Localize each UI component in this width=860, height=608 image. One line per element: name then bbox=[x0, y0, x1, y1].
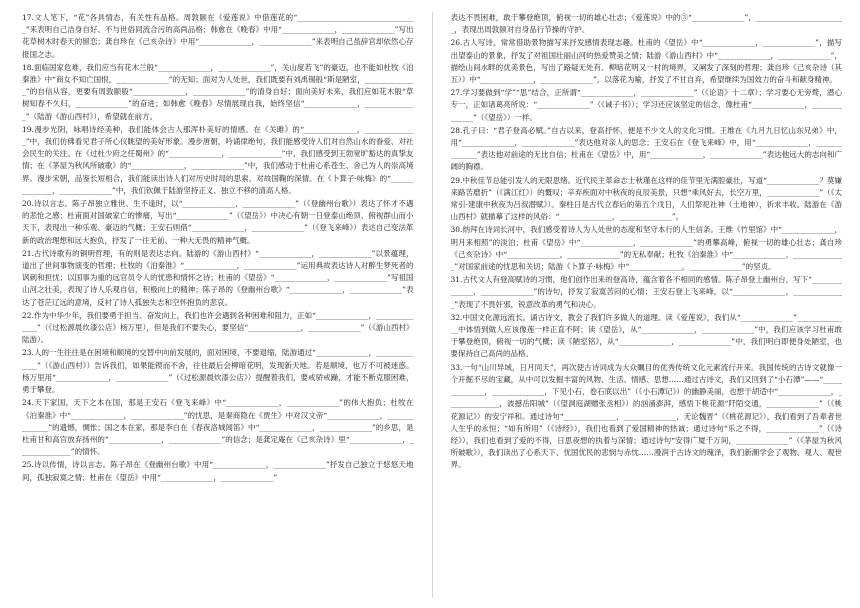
question-text: 中国文化源远流长。诵古诗文，教会了我们许多做人的道理。读《爱莲说》，我们从“______________”______________中体悟到做人应该像莲一样正直不阿；读《望岳》，从“______________，______________”中，我们应该学习杜甫敢于攀登绝顶，俯视一切的气概；读《陋室铭》，从“______________，______________”中，我们明白即便身处陋室，也要保持自己高尚的品格。 bbox=[450, 312, 842, 359]
question-text: 孔子曰：“君子登高必赋。”自古以来，登高抒怀，便是不少文人的文化习惯。王维在《九月九日忆山东兄弟》中，用“______________，______________”表达他对亲人的思念；王安石在《登飞来峰》中，用“______________，______________”表达他对前途的无比自信；杜甫在《望岳》中，用“______________，______________”表达他远大的志向和广阔的胸襟。 bbox=[450, 125, 842, 172]
question-item bbox=[451, 87, 843, 124]
left-column bbox=[22, 12, 414, 598]
question-item bbox=[22, 397, 414, 458]
question-text: 中秋佳节总能引发人的无限思绪。近代民主革命志士秋瑾在这样的佳节里无满腔豪壮，写道“______________？莫嫌来路苦磨折”（《满江红》）的慨叹；辛弃疾面对中秋夜的良辰美景，只想“乘风好去，长空万里，______________”（《太常引·建康中秋夜为吕叔潜赋》）。秦柱日是古代立春后的第五个戊日，人们祭祀社神（土地神），祈求丰收。陆游在《游山西村》就描摹了这样的风俗：“______________，______________”。 bbox=[450, 175, 842, 222]
question-item bbox=[451, 274, 843, 311]
question-text: 古代诗歌有的铜明哲理，有的则是表达志向。陆游的《游山西村》“______________，______________”以景蕴理，道出了世间事物演变的哲理；杜牧的《泊秦淮》“______________，______________”运用典故表达诗人对醉生梦死者的讽刺和担忧；以国事为重的远官员令人的忧患和情怀之诗；杜甫的《望岳》“______________，______________”写祖国山河之壮美，表现了诗人乐观自信，积极向上的精神；陈子昂的《登幽州台歌》“______________，______________”表达了苍茫辽远的意境，反衬了诗人孤独失志和空怀抱负的悲哀。 bbox=[22, 248, 414, 307]
question-number: 18. bbox=[22, 62, 34, 72]
question-text: 古代文人有登高赋诗的习惯，他们创作出来的登高诗，蕴含着各不相同的感情。陈子昂登上幽州台，写下“______________，______________”的诗句，抒发了寂寞苦闷的心情；王安石登上飞来峰，以“______________，______________”表现了不畏奸邪，锐意改革的勇气和决心。 bbox=[450, 275, 842, 309]
question-item bbox=[22, 347, 414, 396]
question-number: 25. bbox=[22, 460, 34, 470]
question-number: 17. bbox=[22, 13, 34, 22]
question-number: 24. bbox=[22, 398, 34, 408]
question-number: 20. bbox=[22, 199, 34, 209]
question-text: 表达不畏困难，敢于攀登绝顶，俯视一切的雄心壮志；《爱莲说》中的③“______________”，________________________，表现出周敦颐对自身品行节操的守护。 bbox=[450, 13, 842, 35]
question-text: 纳拜在诗词长河中，我们感受着诗人为人处世的态度和坚守本行的人生信条。王维《竹里馆》中“______________，明月来相照”的淡泊；杜甫《望岳》中“______________，______________”的勇攀高峰，俯视一切的雄心壮志；龚自珍《己亥杂诗》中“______________，______________”的无私奉献；杜牧《泊秦淮》中“______________，______________”对国家前途的忧思和关切；陆游《卜算子·咏梅》中“______________，______________”的坚贞。 bbox=[450, 225, 842, 272]
question-number: 21. bbox=[22, 248, 34, 258]
question-text: 天下家国，天下之本在国，那是王安石《登飞来峰》中“______________，______________”的伟大抱负；杜牧在《泊秦淮》中“______________，______________”的忧思，是秦商隐在《贾生》中对汉文帝“______________，______________”的遗憾，惆怅；国之本在家，那是李白在《春夜洛城闻笛》中“______________，______________”的乡思，是杜甫甘和高官放弃扬州的“______________，______________”的信念；是龚定庵在《己亥杂诗》里“______________，______________”的情怀。 bbox=[22, 398, 414, 457]
question-item bbox=[22, 124, 414, 197]
question-item bbox=[22, 248, 414, 309]
question-item bbox=[22, 198, 414, 247]
question-text: 一句“山川异域，日月同天”，再次使古诗词成为大众瞩目的优秀传统文化元素流行开来。我国传统的古诗文就像一个开掘不尽的宝藏，从中可以发掘丰富的风物、生活、情感、思想……通过古诗文，我们又回到了“小石潭”——“______________，______________，下见小石，卷石底以出”（《小石潭记》）的幽静美丽，也想于胡适中“______________，______________，波撼岳阳城”（《望洞庭湖赠张丞相》）的汹涌澎湃，感悟下桃花源“阡陌交通，______________”（《桃花源记》）的安宁祥和。通过诗句“______________，______________，无论魏晋”（《桃花源记》），我们看到了吾辈者世人生乎的永恒；“如有所用”（《诗经》），我们也看到了爱国精神的热诚；通过诗句“乐之不得，______________”（《诗经》），我们也看到了爱的不得，日思夜想的执着与深情；通过诗句“安得广厦千万间，______________”（《茅屋为秋风所破歌》），我们读出了心系天下、忧国忧民的悲悯与赤忱……漫润于古诗文的瑰泽，我们新潮学会了观物、观人、观世界。 bbox=[450, 362, 842, 470]
question-text: 人的一生往往是在困境和顺境的交替中向前发展的，面对困境，不要退缩，陆游通过“______________，______________”（《游山西村》）告诉我们，如果能锲而不舍，往往最后会柳暗花明，发现新天地。若是顺境，也万不可被迷惑。杨万里用“______________，______________”（《过松源晨炊漆公店》）提醒着我们，要戒骄戒躁，才能不断克服困难，勇于攀登。 bbox=[22, 348, 414, 395]
question-number: 29. bbox=[450, 175, 463, 185]
question-item bbox=[22, 62, 414, 123]
question-number: 30. bbox=[450, 225, 463, 235]
question-number: 26. bbox=[450, 38, 463, 48]
question-item bbox=[451, 175, 843, 224]
question-text: 面临国家危难，我们应当有花木兰般“______________，______________”，关山度若飞”的豪迈，也不能如杜牧《泊秦淮》中“商女不知亡国恨，______________”的无知；面对为人处世，我们既要有刘禹锡般“斯是陋室，______________”的自信从容，更要有周敦颐般“______________，______________”的清身自好；面向美好未来，我们应如花木般“草树知春不久归，______________”的奋进；如韩愈《晚春》尽情展现自我，始终坚信“______________，______________”（陆游《游山西村》），希望就在前方。 bbox=[22, 62, 414, 121]
question-text: 学习要做到“学”“思”结合，正所谓“______________，______________”（《论语》十二章）；学习要心无旁骛，潜心专一，正如诸葛亮所说：“______________”（《诫子书》）；学习还应该坚定的信念，像杜甫“______________，______________”（《望岳》）一样。 bbox=[450, 88, 842, 122]
question-item bbox=[451, 125, 843, 174]
question-number: 27. bbox=[450, 88, 463, 98]
question-item bbox=[22, 459, 414, 483]
question-item bbox=[451, 37, 843, 86]
question-text: 诗以言志。陈子昂独立雅世、生不逢时，以“______________，______________”（《登幽州台歌》）表达了怀才不遇的悲怆之感；杜甫面对国破家亡的惨痛，写出“______________”（《望岳》）中决心有朝一日登泰山绝顶、俯视群山而小天下，表现出一种乐观、豪迈的气概；王安石则借“______________，______________”（《登飞来峰》）表达自己变法革新的政治理想和远大抱负，抒发了一往无前、一种大无畏的精神气概。 bbox=[22, 199, 414, 245]
column-divider bbox=[432, 12, 433, 598]
question-item bbox=[451, 362, 843, 472]
question-item bbox=[22, 310, 414, 347]
question-number: 31. bbox=[450, 275, 463, 285]
right-column bbox=[451, 12, 843, 598]
question-number: 19. bbox=[22, 124, 34, 134]
question-item bbox=[451, 312, 843, 361]
question-text: 古人写诗，常常借助景物描写来抒发感情表现志趣。杜甫的《望岳》中“______________，______________”，描写出望泰山的景象，抒发了对祖国壮丽山河的热爱赞美之情；陆游《游山西村》中“______________，______________”，描绘山间水畔的优美景色，写出了路疑无处有、柳暗花明又一村的境界，又阐发了深刻的哲理；龚自珍《己亥杂诗（其五）》中“______________，______________”，以落花为喻，抒发了不甘自弃，希望继续为国效力的奋斗和献身精神。 bbox=[450, 38, 842, 85]
question-text: 作为中华少年，我们要勇于担当、奋发向上，我们也许会遇到各种困难和阻力，正如“______________，______________”（《过松源晨炊漆公店》杨万里），但是我们不要失心，要坚信“______________，______________”（《游山西村》陆游）。 bbox=[22, 310, 414, 345]
question-number: 22. bbox=[22, 310, 34, 320]
question-number: 32. bbox=[450, 312, 463, 322]
question-item bbox=[22, 12, 414, 61]
question-text: 诗以传情，诗以言志。陈子昂在《登幽州台歌》中用“______________，______________”抒发自己独立于悠悠天地间，孤独寂寞之情；杜甫在《望岳》中用“______________，______________” bbox=[22, 460, 414, 482]
question-text: 文人笔下，“花”各具情态，有关性有品格。周敦颐在《爱莲说》中借莲花的“________________________________”来表明自己洁身自好、不与世俗同流合污的高尚品格；韩愈在《晚春》中用“______________，______________”写出花草树木时春天的留恋；龚自珍在《己亥杂诗》中用“______________，______________”来表明自己虽辞官却依然心存报国之志。 bbox=[22, 13, 414, 59]
question-item bbox=[451, 224, 843, 273]
question-number: 23. bbox=[22, 348, 34, 358]
question-number: 33. bbox=[450, 362, 463, 372]
question-text: 漫步光阴，咏唱诗经美种，我们能体会古人那浑朴美好的情感。在《关雎》的“______________，______________”中，我们仿佛看见君子所心仪眺望的美好形象。漫步唐朝，吟诵律绝句，我们能感受诗人们对自然山水的眷爱、对社会民生的关注。在《过杜少府之任蜀州》的“______________，______________”中，我们感受到王勃宽旷豁达的真挚友情；在《茅屋为秋风所破歌》的“______________，______________”中，我们感动于杜甫心系苍生、舍己为人的崇高境界。漫步宋朝，品鉴长短相合，我们能读出诗人们对历史时局的思索、对故国鞠的深情。在《卜算子·咏梅》的“______________，______________”中，我们钦佩于陆游坚持正义、独立不移的清高人格。 bbox=[22, 124, 414, 195]
question-item bbox=[451, 12, 843, 36]
question-number: 28. bbox=[450, 125, 463, 135]
